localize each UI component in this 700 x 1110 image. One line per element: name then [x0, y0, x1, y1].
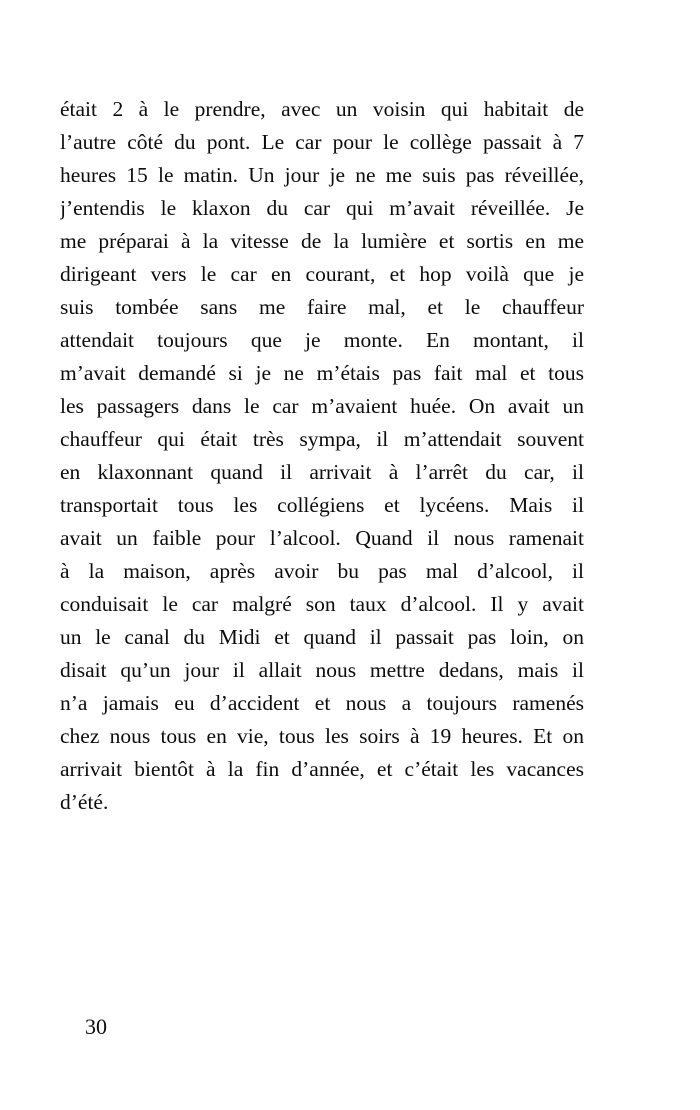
- text-line: conduisait le car malgré son taux d’alcool. Il y avait: [60, 592, 584, 616]
- text-line: transportait tous les collégiens et lycéens. Mais il: [60, 493, 584, 517]
- text-line: les passagers dans le car m’avaient huée. On avait un: [60, 394, 584, 418]
- text-line: attendait toujours que je monte. En montant, il: [60, 328, 584, 352]
- text-line: me préparai à la vitesse de la lumière et sortis en me: [60, 229, 584, 253]
- paragraph: [60, 93, 584, 819]
- text-line: arrivait bientôt à la fin d’année, et c’était les vacances: [60, 757, 584, 781]
- text-line: l’autre côté du pont. Le car pour le collège passait à 7: [60, 130, 584, 154]
- text-line: disait qu’un jour il allait nous mettre dedans, mais il: [60, 658, 584, 682]
- text-line: en klaxonnant quand il arrivait à l’arrêt du car, il: [60, 460, 584, 484]
- text-line: m’avait demandé si je ne m’étais pas fait mal et tous: [60, 361, 584, 385]
- text-line: chauffeur qui était très sympa, il m’attendait souvent: [60, 427, 584, 451]
- text-line: à la maison, après avoir bu pas mal d’alcool, il: [60, 559, 584, 583]
- text-line: était 2 à le prendre, avec un voisin qui habitait de: [60, 97, 584, 121]
- text-line: avait un faible pour l’alcool. Quand il nous ramenait: [60, 526, 584, 550]
- text-line: n’a jamais eu d’accident et nous a toujours ramenés: [60, 691, 584, 715]
- text-line: suis tombée sans me faire mal, et le chauffeur: [60, 295, 584, 319]
- text-line: un le canal du Midi et quand il passait pas loin, on: [60, 625, 584, 649]
- text-line: d’été.: [60, 790, 109, 814]
- text-line: j’entendis le klaxon du car qui m’avait réveillée. Je: [60, 196, 584, 220]
- text-line: dirigeant vers le car en courant, et hop voilà que je: [60, 262, 584, 286]
- text-line: heures 15 le matin. Un jour je ne me suis pas réveillée,: [60, 163, 584, 187]
- text-line: chez nous tous en vie, tous les soirs à 19 heures. Et on: [60, 724, 584, 748]
- page-number: 30: [85, 1014, 107, 1039]
